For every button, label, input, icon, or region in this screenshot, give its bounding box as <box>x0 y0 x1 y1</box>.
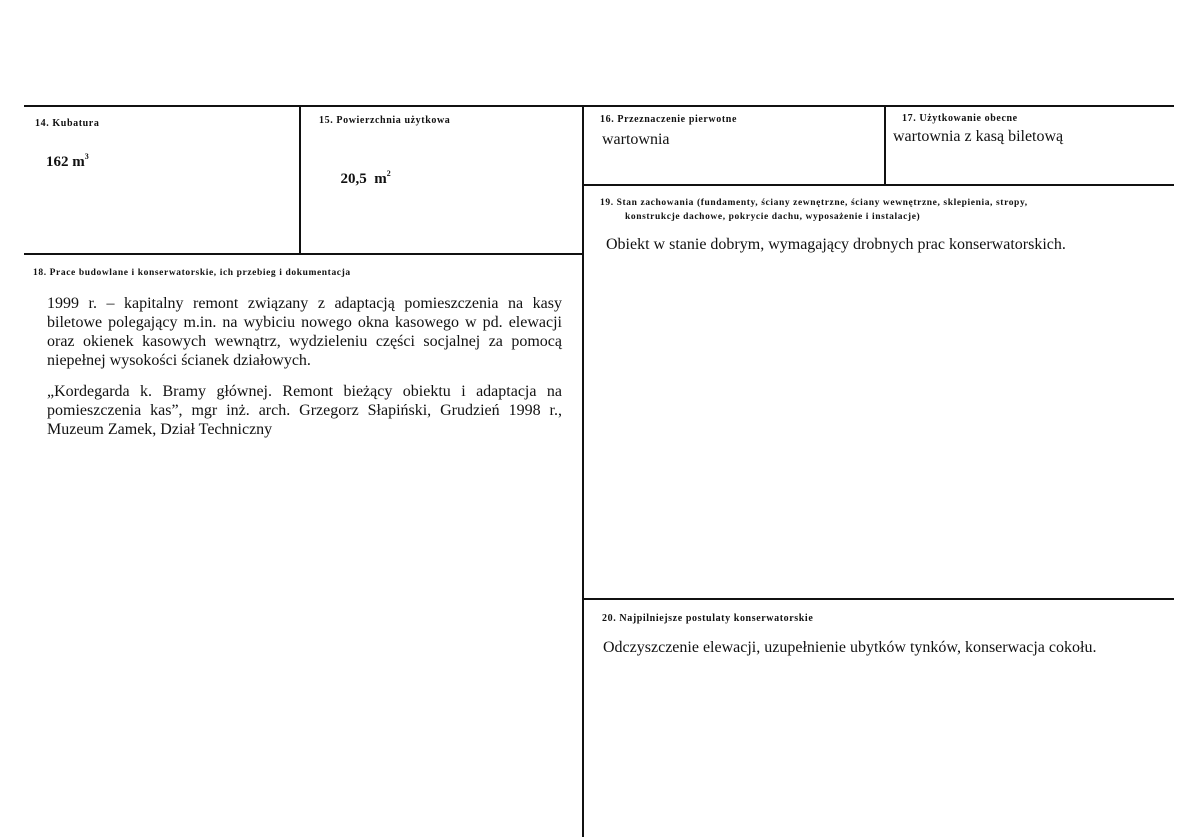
powierzchnia-unit-sup: 2 <box>386 169 391 178</box>
top-rule <box>24 105 1174 107</box>
kubatura-unit-sup: 3 <box>84 152 89 161</box>
divider-14-15 <box>299 106 301 254</box>
rule-above-20 <box>583 598 1174 600</box>
field-14-label: 14. Kubatura <box>35 118 100 129</box>
field-15-value <box>333 152 391 188</box>
rule-under-14-15 <box>24 253 584 255</box>
divider-16-17 <box>884 106 886 186</box>
rule-under-16-17 <box>583 184 1174 186</box>
field-19-label-line2: konstrukcje dachowe, pokrycie dachu, wyposażenie i instalacje) <box>625 212 921 222</box>
kubatura-number: 162 m <box>46 154 85 170</box>
field-17-value: wartownia z kasą biletową <box>893 128 1064 145</box>
field-16-label: 16. Przeznaczenie pierwotne <box>600 114 737 125</box>
field-20-value: Odczyszczenie elewacji, uzupełnienie ubytków tynków, konserwacja cokołu. <box>603 639 1097 656</box>
center-divider <box>582 106 584 837</box>
powierzchnia-number: 20,5 m <box>340 171 387 187</box>
field-15-label: 15. Powierzchnia użytkowa <box>319 115 451 126</box>
field-18-paragraph-2: „Kordegarda k. Bramy głównej. Remont bieżący obiektu i adaptacja na pomieszczenia kas”, mgr inż. arch. Grzegorz Słapiński, Grudzień 1998 r., Muzeum Zamek, Dział Techniczny <box>47 383 562 438</box>
field-18-body <box>47 294 562 451</box>
field-20-label: 20. Najpilniejsze postulaty konserwatorskie <box>602 613 814 624</box>
field-16-value: wartownia <box>602 131 670 148</box>
field-19-label-line1: 19. Stan zachowania (fundamenty, ściany zewnętrzne, ściany wewnętrzne, sklepienia, stropy, <box>600 198 1028 208</box>
field-19-value: Obiekt w stanie dobrym, wymagający drobnych prac konserwatorskich. <box>606 236 1066 253</box>
field-14-value <box>46 152 89 171</box>
field-17-label: 17. Użytkowanie obecne <box>902 113 1018 124</box>
field-18-label: 18. Prace budowlane i konserwatorskie, ich przebieg i dokumentacja <box>33 268 351 278</box>
field-18-paragraph-1: 1999 r. – kapitalny remont związany z adaptacją pomieszczenia na kasy biletowe polegający m.in. na wybiciu nowego okna kasowego w pd. elewacji oraz okienek kasowych wewnątrz, wydzieleniu części socjalnej za pomocą niepełnej wysokości ścianek działowych. <box>47 295 562 369</box>
